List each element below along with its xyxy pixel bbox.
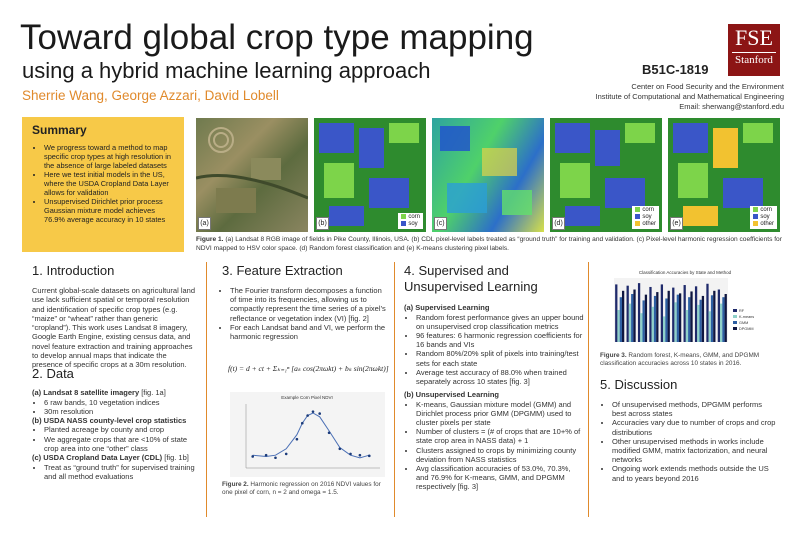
satellite-image [196, 118, 308, 232]
bar [633, 290, 635, 342]
affiliation-line-2: Institute of Computational and Mathematical Engineering [595, 92, 784, 101]
figure1-panel-e [668, 118, 780, 232]
summary-bullet: • We progress toward a method to map specific crop types at high resolution in the absence of large labeled datasets [44, 143, 174, 170]
bar [713, 291, 715, 342]
observed-point [368, 455, 371, 458]
panel-tag: (c) [434, 217, 447, 230]
data-item-title-text: (a) Landsat 8 satellite imagery [32, 388, 140, 397]
unsupervised-bullet: • K-means, Gaussian mixture model (GMM) and Dirichlet process prior GMM (DPGMM) used to cluster pixels per state [416, 400, 584, 428]
bar [725, 294, 727, 342]
data-bullets [32, 425, 200, 453]
section-heading-learning: 4. Supervised and Unsupervised Learning [404, 263, 538, 294]
unsupervised-bullets [404, 400, 584, 492]
subsection-title: (b) Unsupervised Learning [404, 390, 500, 400]
observed-point [251, 455, 254, 458]
figure1-panel-b [314, 118, 426, 232]
bar [706, 284, 708, 342]
subsection-title: (a) Supervised Learning [404, 303, 490, 312]
data-item-title [32, 416, 200, 426]
observed-point [328, 432, 331, 435]
observed-point [349, 453, 352, 456]
figure1-panel-a [196, 118, 308, 232]
discussion-bullet: • Accuracies vary due to number of crops and crop distributions [612, 418, 778, 436]
introduction-text: Current global-scale datasets on agricultural land use lack sufficient spatial or temporal resolution and identification of specific crop types (e.g. “maize” or “wheat” rather than generic “cropland”). This work uses Landsat 8 imagery, Google Earth Engine, existing census data, and novel feature extraction and training approaches to develop annual maps that indicate the presence of specific crops at a 30m resolution. [32, 286, 196, 370]
discussion-bullet: • Of unsupervised methods, DPGMM performs best across states [612, 400, 778, 418]
observed-point [306, 414, 309, 417]
discussion-bullets [600, 400, 778, 483]
bar [700, 300, 702, 342]
data-item-title-text: (c) USDA Cropland Data Layer (CDL) [32, 453, 163, 463]
unsupervised-bullet: • Number of clusters = (# of crops that are 10+% of state crop area in NASS data) + 1 [416, 427, 584, 445]
bar [711, 295, 713, 342]
bar [679, 293, 681, 342]
supervised-bullet: • Average test accuracy of 88.0% when trained separately across 10 states [fig. 3] [416, 368, 584, 386]
figure3-accuracy-chart [600, 268, 765, 348]
poster-subtitle: using a hybrid machine learning approach [22, 58, 431, 83]
bar [656, 292, 658, 342]
summary-list [32, 143, 174, 224]
supervised-bullet: • Random 80%/20% split of pixels into training/test sets for each state [416, 349, 584, 367]
data-bullet: • Treat as “ground truth” for supervised training and all method evaluations [44, 463, 200, 481]
column-divider [588, 262, 589, 517]
column-divider [206, 262, 207, 517]
figure1-caption [196, 236, 786, 253]
legend-label: GMM [739, 321, 749, 325]
fse-stanford-logo [728, 24, 780, 76]
bar [668, 291, 670, 342]
caption-label: Figure 3. [600, 352, 627, 359]
figure2-caption [222, 481, 387, 497]
data-bullets [32, 398, 200, 416]
bar [654, 296, 656, 342]
section-heading-discussion: 5. Discussion [600, 377, 678, 392]
unsupervised-bullet: • Avg classification accuracies of 53.0%, 70.3%, and 76.9% for K-means, GMM, and DPGMM respectively [fig. 3] [416, 464, 584, 492]
bar [702, 296, 704, 342]
observed-point [285, 453, 288, 456]
bar [627, 286, 629, 342]
caption-label: Figure 1. [196, 236, 224, 243]
bar [674, 302, 676, 342]
section-heading-data: 2. Data [32, 366, 74, 381]
data-bullets [32, 463, 200, 481]
legend-item [753, 214, 774, 221]
poster-title: Toward global crop type mapping [20, 18, 534, 57]
poster-id: B51C-1819 [642, 62, 709, 77]
bar [629, 304, 631, 342]
legend-label: corn [760, 206, 772, 213]
observed-point [318, 412, 321, 415]
discussion-bullet: • Other unsupervised methods in works include modified GMM, matrix factorization, and neural networks [612, 437, 778, 465]
bar [649, 287, 651, 342]
bar [720, 304, 722, 342]
caption-text: Random forest, K-means, GMM, and DPGMM classification accuracies across 10 states in 2016. [600, 352, 760, 367]
bar [688, 297, 690, 342]
supervised-bullet: • Random forest performance gives an upper bound on unsupervised crop classification metrics [416, 313, 584, 331]
harmonic-regression-formula: f(t) = d + ct + Σₖ₌₁ⁿ [aₖ cos(2πωkt) + bₖ sin(2πωkt)] [228, 364, 389, 373]
email: Email: sherwang@stanford.edu [679, 102, 784, 111]
discussion-bullet: • Ongoing work extends methods outside the US and to years beyond 2016 [612, 464, 778, 482]
bar [684, 285, 686, 342]
legend-swatch [733, 315, 737, 318]
data-item-title [32, 388, 200, 398]
legend-item [635, 214, 656, 221]
section-heading-feature-extraction: 3. Feature Extraction [222, 263, 343, 278]
panel-tag: (d) [552, 217, 565, 230]
legend-label: K-means [739, 315, 755, 319]
observed-point [359, 454, 362, 457]
data-item-title [32, 453, 200, 463]
legend-label: soy [408, 221, 418, 227]
data-bullet: • 6 raw bands, 10 vegetation indices [44, 398, 200, 407]
caption-label: Figure 2. [222, 481, 249, 488]
panel-tag: (a) [198, 217, 211, 230]
observed-point [296, 438, 299, 441]
supervised-bullet: • 96 features: 6 harmonic regression coefficients for 16 bands and VIs [416, 331, 584, 349]
bar [709, 311, 711, 342]
caption-text: Harmonic regression on 2016 NDVI values for one pixel of corn, n = 2 and omega = 1.5. [222, 481, 381, 496]
unsupervised-bullet: • Clusters assigned to crops by minimizing county deviation from NASS statistics [416, 446, 584, 464]
figure1-panel-d [550, 118, 662, 232]
panel-tag: (b) [316, 217, 329, 230]
figure2-ndvi-chart [230, 392, 385, 477]
legend [398, 213, 423, 229]
caption-text: (a) Landsat 8 RGB image of fields in Pike County, Illinois, USA. (b) CDL pixel-level labels treated as “ground truth” for training and validation. (c) Pixel-level harmonic regression coefficients for NDVI mapped to HSV color space. (d) Random forest classification and (e) K-means clustering pixel labels. [196, 236, 782, 252]
chart-background [230, 392, 385, 477]
legend-label: RF [739, 309, 745, 313]
data-bullet: • We aggregate crops that are <10% of state crop area into one “other” class [44, 435, 200, 453]
legend-item [635, 221, 656, 228]
legend-label: soy [642, 213, 652, 220]
feature-bullet: • The Fourier transform decomposes a function of time into its frequencies, allowing us to compactly represent the time series of a pixel’s reflectance or vegetation index (VI) [fig. 2] [230, 286, 388, 323]
bar [640, 313, 642, 342]
bar [665, 298, 667, 342]
bar [615, 284, 617, 342]
bar [677, 295, 679, 342]
logo-fse-text: FSE [735, 25, 773, 50]
legend-item [401, 214, 420, 221]
summary-heading: Summary [32, 123, 87, 137]
observed-point [312, 410, 315, 413]
summary-bullet: • Here we test initial models in the US, where the USDA Cropland Data Layer allows for validation [44, 170, 174, 197]
bar [718, 290, 720, 342]
hsv-coefficient-map [432, 118, 544, 232]
observed-point [301, 422, 304, 425]
data-list [32, 388, 200, 481]
learning-content [404, 303, 584, 492]
bar [690, 291, 692, 342]
legend-label: DPGMM [739, 327, 754, 331]
bar [643, 300, 645, 342]
legend-label: soy [760, 213, 770, 220]
bar [661, 284, 663, 342]
legend-label: corn [408, 213, 420, 220]
bar [686, 310, 688, 342]
panel-tag: (e) [670, 217, 683, 230]
figure-ref: [fig. 1a] [141, 388, 166, 397]
bar [617, 310, 619, 342]
affiliation [596, 82, 784, 112]
legend-item [753, 221, 774, 228]
legend-item [635, 207, 656, 214]
feature-bullets [218, 286, 388, 341]
legend-item [753, 207, 774, 214]
data-bullet: • Planted acreage by county and crop [44, 425, 200, 434]
figure3-caption [600, 352, 778, 368]
chart-title: Classification Accuracies by State and Method [638, 270, 732, 275]
legend-label: other [642, 221, 656, 227]
legend [632, 206, 659, 229]
bar [663, 316, 665, 342]
bar [722, 297, 724, 342]
supervised-bullets [404, 313, 584, 387]
observed-point [274, 456, 277, 459]
bar [695, 286, 697, 342]
legend-swatch [733, 321, 737, 324]
bar [697, 305, 699, 342]
chart-title: Example Corn Pixel NDVI [281, 395, 333, 400]
bar [672, 288, 674, 342]
bar [631, 294, 633, 342]
authors: Sherrie Wang, George Azzari, David Lobell [22, 88, 279, 103]
bar [652, 307, 654, 342]
bar [622, 291, 624, 342]
bar [645, 295, 647, 342]
legend-item [401, 221, 420, 228]
affiliation-line-1: Center on Food Security and the Environment [631, 82, 784, 91]
bar [638, 283, 640, 342]
legend [750, 206, 777, 229]
data-item-title-text: (b) USDA NASS county-level crop statistics [32, 415, 187, 425]
summary-bullet: • Unsupervised Dirichlet prior process Gaussian mixture model achieves 76.9% average accuracy in 10 states [44, 197, 174, 224]
figure1-panel-c [432, 118, 544, 232]
observed-point [339, 448, 342, 451]
observed-point [265, 454, 268, 457]
section-heading-introduction: 1. Introduction [32, 263, 115, 278]
data-bullet: • 30m resolution [44, 407, 200, 416]
column-divider [394, 262, 395, 517]
feature-list [218, 286, 388, 341]
figure-ref: [fig. 1b] [164, 453, 189, 463]
discussion-list [600, 400, 778, 483]
feature-bullet: • For each Landsat band and VI, we perform the harmonic regression [230, 323, 388, 341]
logo-stanford-text: Stanford [732, 52, 776, 67]
legend-label: other [760, 221, 774, 227]
legend-swatch [733, 309, 737, 312]
legend-label: corn [642, 206, 654, 213]
summary-box [22, 117, 184, 252]
legend-swatch [733, 327, 737, 330]
bar [620, 297, 622, 342]
